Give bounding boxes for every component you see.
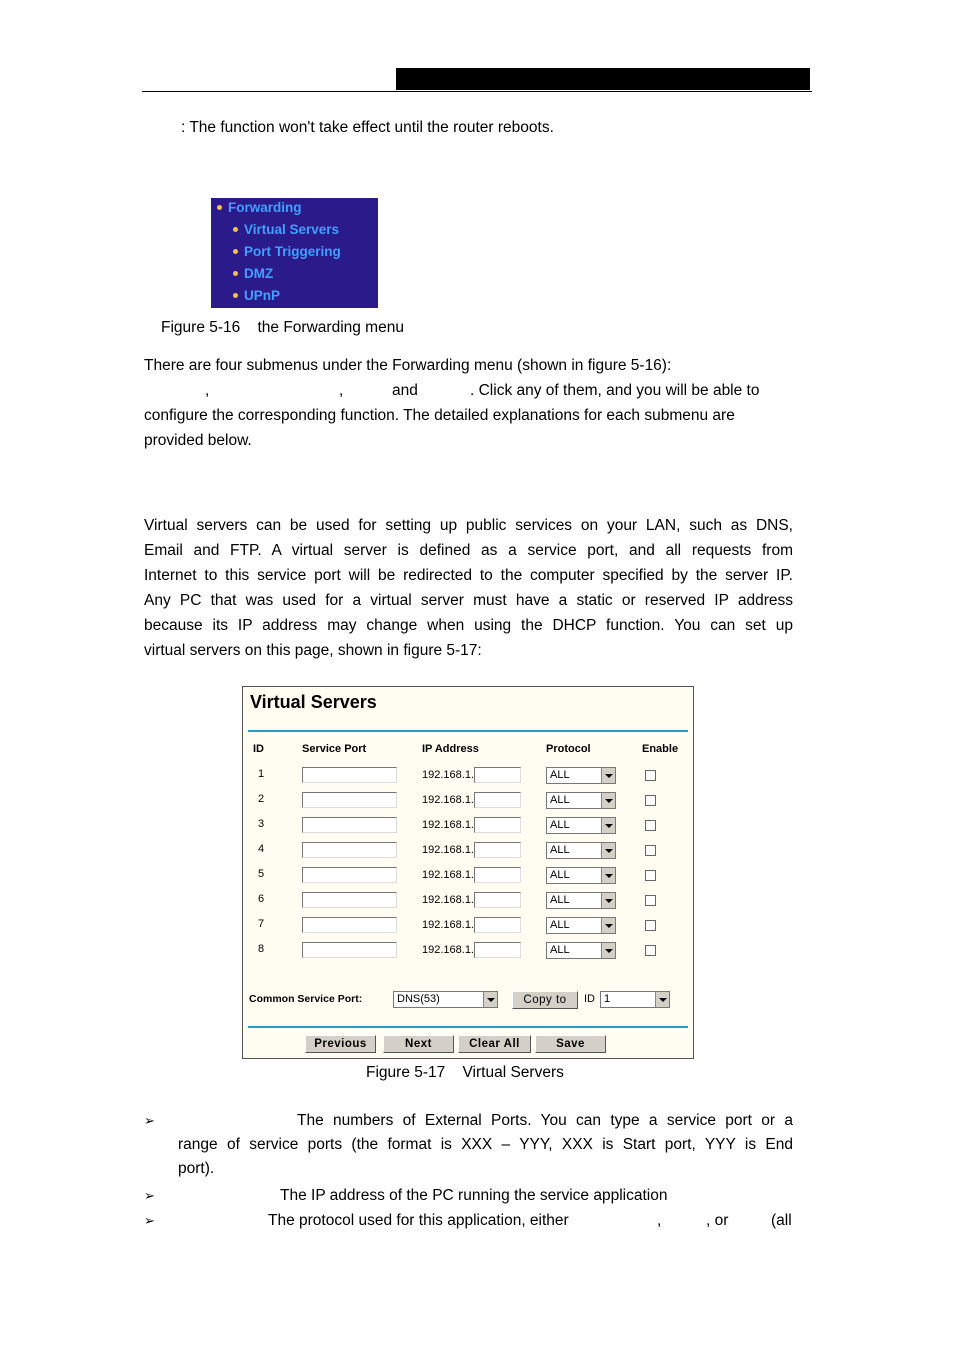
common-service-port-label: Common Service Port: [249,993,363,1005]
vs-para-line-1: Virtual servers can be used for setting up public services on your LAN, such as DNS, [144,517,793,534]
enable-checkbox[interactable] [645,870,656,881]
bullet-icon [233,271,238,276]
row-id: 4 [258,843,265,855]
vs-para-line-4: Any PC that was used for a virtual server must have a static or reserved IP address [144,592,793,609]
menu-item-virtual-servers[interactable]: Virtual Servers [233,222,339,237]
dropdown-arrow-icon [601,868,615,883]
header-protocol: Protocol [546,743,591,755]
bullet-icon [217,205,222,210]
bullet-icon [233,249,238,254]
intro-line-3: configure the corresponding function. The detailed explanations for each submenu are [144,407,735,424]
dropdown-arrow-icon [601,768,615,783]
figure-5-16-caption: Figure 5-16 the Forwarding menu [161,319,404,336]
bullet-marker-icon: ➢ [144,1188,155,1203]
ip-prefix: 192.168.1. [422,819,474,831]
dropdown-arrow-icon [601,893,615,908]
bullet-1-line-3: port). [178,1160,215,1177]
ip-prefix: 192.168.1. [422,794,474,806]
save-button[interactable]: Save [535,1035,606,1053]
note-text: : The function won't take effect until the router reboots. [181,119,554,136]
dropdown-arrow-icon [601,843,615,858]
header-rule [142,91,812,92]
bullet-marker-icon: ➢ [144,1213,155,1228]
forwarding-menu [211,198,378,308]
row-id: 7 [258,918,265,930]
row-id: 6 [258,893,265,905]
bullet-3-text-a: The protocol used for this application, either [268,1212,569,1229]
bullet-3-text-d: (all [771,1212,792,1229]
intro-line-4: provided below. [144,432,252,449]
header-id: ID [253,743,264,755]
protocol-select[interactable]: ALL [546,767,616,784]
row-id: 2 [258,793,265,805]
service-port-input[interactable] [302,767,397,783]
service-port-input[interactable] [302,867,397,883]
ip-address-input[interactable] [474,842,521,858]
bullet-1-line-1: The numbers of External Ports. You can type a service port or a [297,1112,793,1129]
ip-address-input[interactable] [474,942,521,958]
protocol-select[interactable]: ALL [546,792,616,809]
service-port-input[interactable] [302,892,397,908]
previous-button[interactable]: Previous [305,1035,376,1053]
bullet-2-text: The IP address of the PC running the service application [280,1187,668,1204]
enable-checkbox[interactable] [645,820,656,831]
vs-para-line-6: virtual servers on this page, shown in figure 5-17: [144,642,482,659]
ip-prefix: 192.168.1. [422,869,474,881]
ip-address-input[interactable] [474,917,521,933]
panel-title: Virtual Servers [250,692,377,712]
vs-para-line-2: Email and FTP. A virtual server is defined as a service port, and all requests from [144,542,793,559]
enable-checkbox[interactable] [645,845,656,856]
row-id: 1 [258,768,265,780]
dropdown-arrow-icon [655,992,669,1007]
dropdown-arrow-icon [601,818,615,833]
panel-rule-bottom [248,1026,688,1028]
ip-prefix: 192.168.1. [422,919,474,931]
vs-para-line-5: because its IP address may change when using the DHCP function. You can set up [144,617,793,634]
bullet-1-line-2: range of service ports (the format is XXX – YYY, XXX is Start port, YYY is End [178,1136,793,1153]
panel-rule-top [248,730,688,732]
ip-prefix: 192.168.1. [422,894,474,906]
menu-item-upnp[interactable]: UPnP [233,288,280,303]
row-id: 8 [258,943,265,955]
enable-checkbox[interactable] [645,945,656,956]
header-ip-address: IP Address [422,743,479,755]
enable-checkbox[interactable] [645,895,656,906]
ip-address-input[interactable] [474,817,521,833]
header-enable: Enable [642,743,679,755]
bullet-3-text-b: , [657,1212,662,1229]
protocol-select[interactable]: ALL [546,917,616,934]
dropdown-arrow-icon [601,793,615,808]
protocol-select[interactable]: ALL [546,867,616,884]
service-port-input[interactable] [302,842,397,858]
ip-address-input[interactable] [474,792,521,808]
clear-all-button[interactable]: Clear All [458,1035,531,1053]
menu-item-dmz[interactable]: DMZ [233,266,273,281]
ip-address-input[interactable] [474,867,521,883]
header-bar [396,68,810,90]
copy-to-button[interactable]: Copy to [512,991,578,1009]
id-label: ID [584,993,595,1005]
service-port-input[interactable] [302,792,397,808]
common-service-select[interactable]: DNS(53) [393,991,498,1008]
ip-prefix: 192.168.1. [422,769,474,781]
bullet-3-text-c: , or [706,1212,729,1229]
service-port-input[interactable] [302,817,397,833]
enable-checkbox[interactable] [645,770,656,781]
menu-item-port-triggering[interactable]: Port Triggering [233,244,341,259]
virtual-servers-panel [242,686,694,1059]
enable-checkbox[interactable] [645,920,656,931]
dropdown-arrow-icon [601,918,615,933]
ip-address-input[interactable] [474,892,521,908]
intro-line-2: , , and . Click any of them, and you will be able to [205,382,760,399]
vs-para-line-3: Internet to this service port will be redirected to the computer specified by the server IP. [144,567,793,584]
ip-prefix: 192.168.1. [422,944,474,956]
service-port-input[interactable] [302,942,397,958]
header-service-port: Service Port [302,743,367,755]
enable-checkbox[interactable] [645,795,656,806]
protocol-select[interactable]: ALL [546,842,616,859]
menu-item-forwarding[interactable]: Forwarding [217,200,302,215]
intro-line-1: There are four submenus under the Forwarding menu (shown in figure 5-16): [144,357,672,374]
ip-address-input[interactable] [474,767,521,783]
next-button[interactable]: Next [383,1035,454,1053]
row-id: 5 [258,868,265,880]
dropdown-arrow-icon [601,943,615,958]
row-id: 3 [258,818,265,830]
protocol-select[interactable]: ALL [546,942,616,959]
bullet-icon [233,227,238,232]
bullet-marker-icon: ➢ [144,1113,155,1128]
service-port-input[interactable] [302,917,397,933]
ip-prefix: 192.168.1. [422,844,474,856]
protocol-select[interactable]: ALL [546,892,616,909]
protocol-select[interactable]: ALL [546,817,616,834]
bullet-icon [233,293,238,298]
copy-id-select[interactable]: 1 [600,991,670,1008]
figure-5-17-caption: Figure 5-17 Virtual Servers [366,1064,564,1081]
dropdown-arrow-icon [483,992,497,1007]
